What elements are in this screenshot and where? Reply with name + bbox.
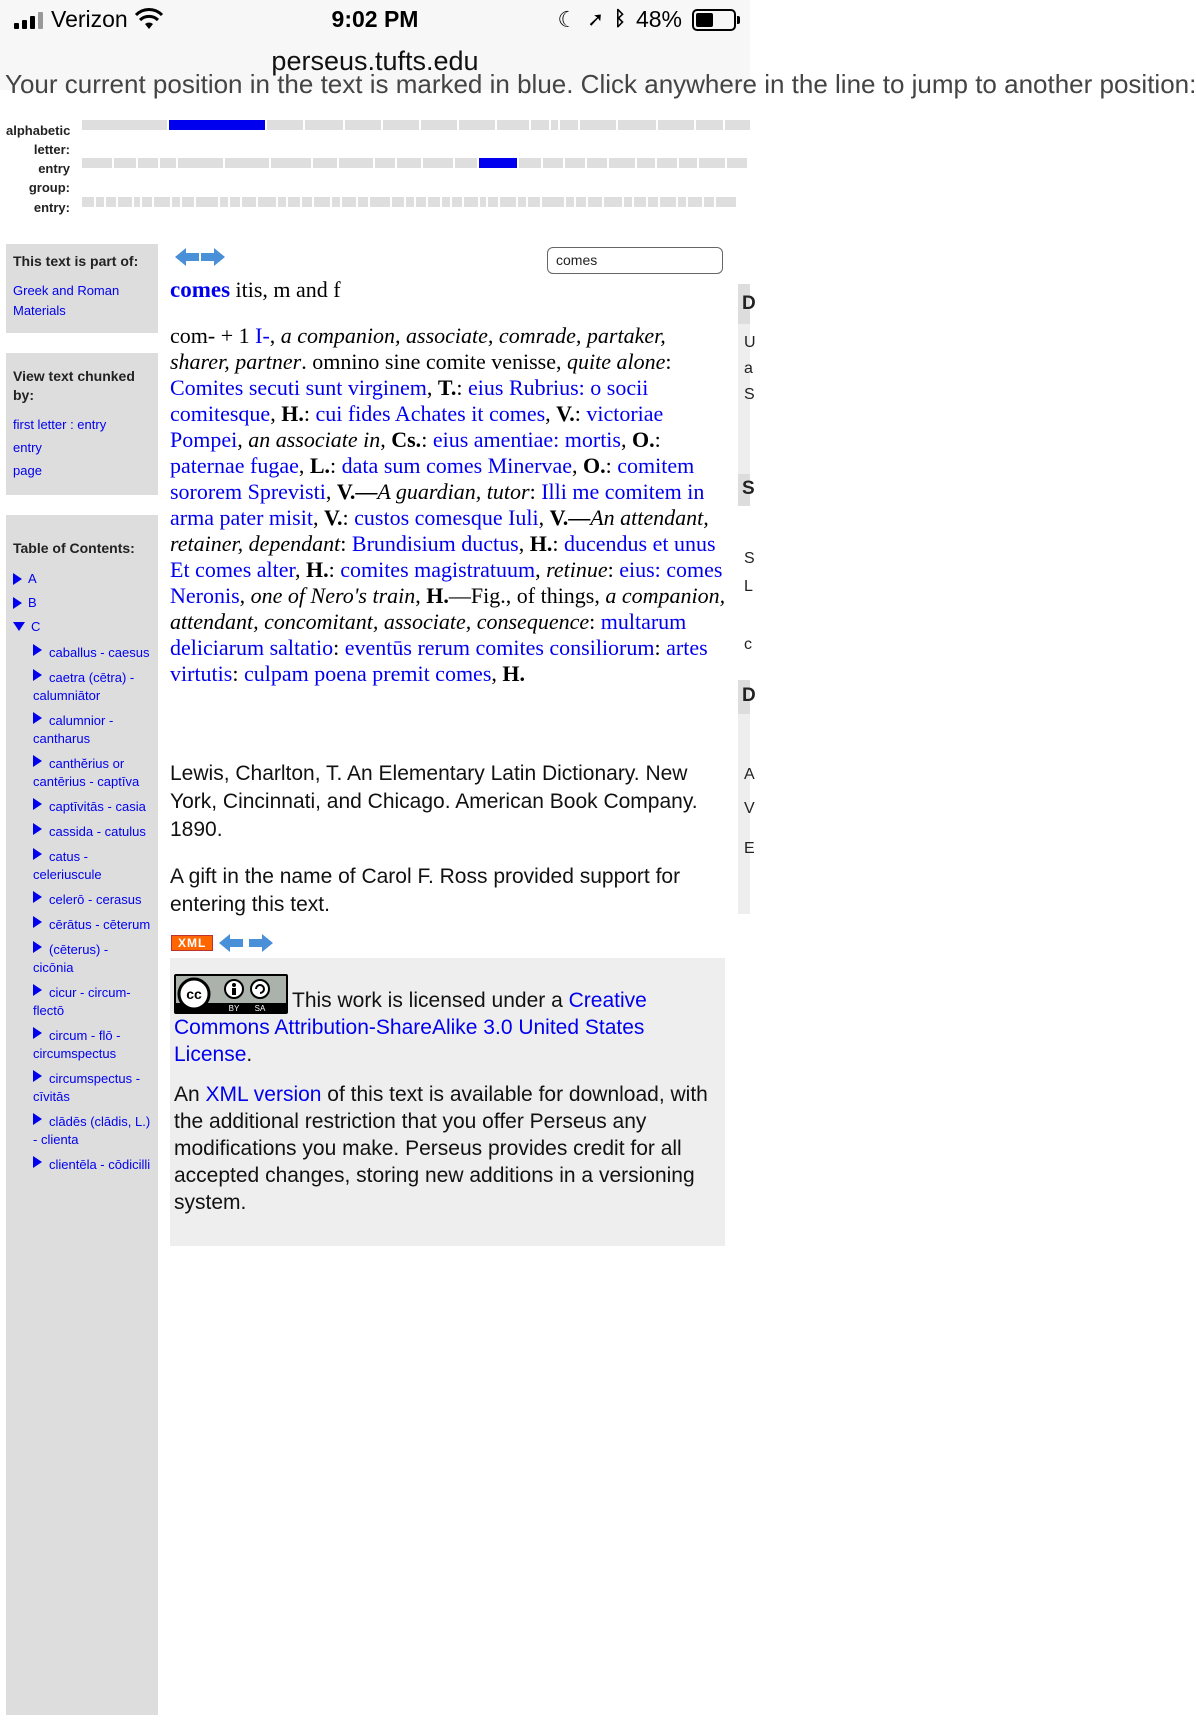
citation-link[interactable]: eius Rubrius: o socii comitesque [170, 375, 649, 426]
position-segment[interactable] [609, 158, 635, 168]
position-segment[interactable] [618, 120, 656, 130]
position-segment[interactable] [696, 120, 723, 130]
license-box [170, 958, 725, 1246]
entry-group-position-bar[interactable] [82, 158, 750, 168]
position-segment[interactable] [383, 120, 419, 130]
toc-item[interactable]: celerō - cerasus [13, 891, 152, 909]
next-entry-icon[interactable] [249, 934, 273, 952]
license-text: cc BY SA This work is licensed under a Creative Commons Attribution-ShareAlike 3.0 United States License. [174, 974, 721, 1068]
cc-by-label: BY [228, 1004, 240, 1013]
position-segment[interactable] [634, 197, 646, 207]
position-segment[interactable] [302, 197, 312, 207]
cc-logo-text: cc [186, 986, 202, 1002]
greek-roman-link[interactable]: Greek and Roman Materials [13, 283, 120, 318]
gift-note: A gift in the name of Carol F. Ross provided support for entering this text. [170, 865, 681, 916]
citation-link[interactable]: comitem sororem Sprevisti [170, 453, 695, 504]
toc-item[interactable]: caballus - caesus [13, 644, 152, 662]
xml-badge[interactable]: XML [171, 935, 213, 951]
toc-item[interactable]: canthĕrius or cantērius - captīva [33, 756, 140, 789]
cc-license-link[interactable]: Creative Commons Attribution-ShareAlike 3.0 United States License [174, 989, 647, 1066]
author-abbrev: L. [309, 453, 331, 478]
expand-icon [33, 984, 42, 996]
position-segment[interactable] [688, 197, 702, 207]
position-segment[interactable] [519, 158, 541, 168]
author-abbrev: O. [582, 453, 606, 478]
citation-link[interactable]: multarum deliciarum saltatio [170, 609, 687, 660]
position-segment[interactable] [313, 158, 337, 168]
location-icon: ➚ [587, 9, 604, 31]
battery-icon [692, 9, 736, 31]
position-segment[interactable] [160, 158, 176, 168]
citation-link[interactable]: culpam poena premit comes [243, 661, 492, 686]
citation-link[interactable]: comites magistratuum [340, 557, 536, 582]
position-segment[interactable] [397, 158, 421, 168]
bluetooth-icon: ᛒ [613, 8, 626, 30]
position-segment[interactable] [442, 197, 450, 207]
position-segment[interactable] [543, 158, 563, 168]
chunk-page[interactable]: page [13, 463, 42, 478]
expand-icon [33, 848, 42, 860]
position-segment[interactable] [134, 197, 140, 207]
next-entry-icon[interactable] [201, 248, 225, 266]
position-segment[interactable] [416, 197, 426, 207]
status-time: 9:02 PM [331, 6, 419, 32]
author-abbrev: H. [529, 531, 553, 556]
position-segment[interactable] [196, 197, 218, 207]
position-segment[interactable] [278, 197, 286, 207]
position-segment[interactable] [345, 120, 381, 130]
position-segment[interactable] [225, 158, 269, 168]
position-segment[interactable] [406, 197, 414, 207]
chunked-box [6, 353, 158, 495]
position-segment[interactable] [242, 197, 256, 207]
status-right [557, 6, 736, 33]
position-segment[interactable] [370, 197, 390, 207]
position-segment[interactable] [82, 120, 167, 130]
toc-item[interactable]: (cēterus) - cicōnia [33, 942, 109, 975]
toc-box [6, 515, 158, 1715]
toc-item[interactable]: clādēs (clādis, L.) - clienta [33, 1114, 151, 1147]
bar-label-letter: alphabetic letter: [6, 123, 71, 157]
citation-link[interactable]: data sum comes Minervae [341, 453, 572, 478]
entry-head: comes itis, m and f [170, 277, 341, 302]
part-of-box [6, 244, 158, 333]
position-segment[interactable] [305, 120, 343, 130]
battery-percent: 48% [635, 6, 682, 32]
position-segment[interactable] [332, 197, 340, 207]
position-segment[interactable] [637, 158, 655, 168]
citation-link[interactable]: Comites secuti sunt virginem [170, 375, 427, 400]
position-instructions: Your current position in the text is marked in blue. Click anywhere in the line to jump to another position: [5, 69, 1196, 99]
position-segment[interactable] [587, 158, 607, 168]
citation-link[interactable]: artes virtutis [170, 635, 708, 686]
position-segment[interactable] [500, 197, 516, 207]
expand-icon [33, 891, 42, 903]
position-segment[interactable] [172, 197, 180, 207]
author-abbrev: H. [281, 401, 304, 426]
position-segment[interactable] [96, 197, 104, 207]
moon-icon: ☾ [557, 6, 578, 32]
position-segment[interactable] [580, 120, 616, 130]
author-abbrev: H. [305, 557, 329, 582]
position-segment[interactable] [392, 197, 404, 207]
position-segment[interactable] [142, 197, 152, 207]
position-segment[interactable] [339, 158, 373, 168]
position-segment[interactable] [480, 197, 486, 207]
author-abbrev: O. [631, 427, 655, 452]
position-segment[interactable] [704, 197, 714, 207]
citation-link[interactable]: Brundisium ductus [351, 531, 519, 556]
position-segment[interactable] [82, 197, 94, 207]
position-segment[interactable] [518, 197, 526, 207]
position-segment[interactable] [114, 158, 136, 168]
position-segment[interactable] [358, 197, 368, 207]
position-segment[interactable] [657, 158, 677, 168]
definition: com- + 1 I-, a companion, associate, comrade, partaker, sharer, partner. omnino sine comite venisse, quite alone: Comites secuti sunt virginem, T.: eius Rubrius: o socii comitesque, H.: cui fides Achates it comes, V.: victoriae Pompei, an associate in, Cs.: eius amentiae: mortis, O.: paternae fugae, L.: data sum comes Minervae, O.: comitem sororem Sprevisti, V.—A guardian, tutor: Illi me comitem in arma pater misit, V.: custos comesque Iuli, V.—An attendant, retainer, dependant: Brundisium ductus, H.: ducendus et unus Et comes alter, H.: comites magistratuum, retinue: eius: comes Neronis, one of Nero's train, H.—Fig., of things, a companion, attendant, concomitant, associate, consequence: multarum deliciarum saltatio: eventūs rerum comites consiliorum: artes virtutis: culpam poena premit comes, H. [170, 323, 726, 686]
toc-item[interactable]: catus - celeriuscule [33, 849, 102, 882]
chunk-first-letter-entry[interactable]: first letter : entry [13, 417, 107, 432]
author-abbrev: V.— [336, 479, 378, 504]
citation-link[interactable]: eius amentiae: mortis [432, 427, 621, 452]
toc-item[interactable]: clientēla - cōdicilli [13, 1156, 152, 1174]
expand-icon [33, 941, 42, 953]
position-segment[interactable] [604, 197, 622, 207]
position-segment[interactable] [314, 197, 330, 207]
position-segment[interactable] [154, 197, 170, 207]
position-segment[interactable] [375, 158, 395, 168]
prev-entry-icon[interactable] [175, 248, 199, 266]
citation: Lewis, Charlton, T. An Elementary Latin Dictionary. New York, Cincinnati, and Chicago. American Book Company. 1890. [170, 762, 698, 841]
author-abbrev: V. [556, 401, 575, 426]
part-of-heading: This text is part of: [13, 253, 139, 269]
citation-link[interactable]: eventūs rerum comites consiliorum [344, 635, 655, 660]
position-segment[interactable] [648, 197, 658, 207]
position-segment[interactable] [464, 197, 478, 207]
expand-icon [33, 644, 42, 656]
position-segment[interactable] [288, 197, 300, 207]
chunk-entry[interactable]: entry [13, 440, 42, 455]
citation-link[interactable]: paternae fugae [170, 453, 299, 478]
position-segment[interactable] [542, 197, 564, 207]
chunked-heading: View text chunked by: [13, 368, 135, 403]
toc-heading: Table of Contents: [13, 540, 135, 556]
right-edge-letter: S [742, 478, 755, 499]
current-position-marker[interactable] [479, 158, 517, 168]
author-abbrev: V.— [549, 505, 591, 530]
toc-letter-b[interactable]: B [13, 594, 152, 612]
current-position-marker[interactable] [169, 120, 264, 130]
status-bar [0, 0, 750, 40]
position-segment[interactable] [230, 197, 240, 207]
position-segment[interactable] [267, 120, 303, 130]
position-segment[interactable] [106, 197, 116, 207]
author-abbrev: H. [426, 583, 449, 608]
position-segment[interactable] [624, 197, 632, 207]
citation-link[interactable]: custos comesque Iuli [354, 505, 539, 530]
expand-icon [33, 669, 42, 681]
position-segment[interactable] [452, 197, 462, 207]
entry-nav [175, 248, 225, 266]
position-segment[interactable] [528, 197, 540, 207]
position-segment[interactable] [455, 158, 477, 168]
expand-icon [13, 597, 22, 609]
author-abbrev: T. [437, 375, 457, 400]
citation-link[interactable]: ducendus et unus Et comes alter [170, 531, 716, 582]
sidebar [6, 244, 158, 1735]
citation-link[interactable]: cui fides Achates it comes [315, 401, 546, 426]
toc-letter-a[interactable]: A [13, 570, 152, 588]
position-segment[interactable] [576, 197, 586, 207]
citation-link[interactable]: eius: comes Neronis [170, 557, 723, 608]
entry-position-bar[interactable] [82, 197, 750, 207]
position-segment[interactable] [178, 158, 223, 168]
cc-sa-label: SA [254, 1004, 266, 1013]
collapse-icon [13, 622, 25, 631]
toc-item[interactable]: captīvitās - casia [13, 798, 152, 816]
position-segment[interactable] [566, 197, 574, 207]
toc-item[interactable]: calumnior - cantharus [33, 713, 114, 746]
position-segment[interactable] [497, 120, 529, 130]
position-segment[interactable] [421, 120, 457, 130]
position-segment[interactable] [271, 158, 311, 168]
position-segment[interactable] [678, 197, 686, 207]
position-segment[interactable] [182, 197, 194, 207]
position-segment[interactable] [138, 158, 158, 168]
position-segment[interactable] [725, 120, 750, 130]
citation-link[interactable]: Illi me comitem in arma pater misit [170, 479, 705, 530]
position-segment[interactable] [423, 158, 453, 168]
toc-c-list [13, 644, 152, 1174]
position-segment[interactable] [342, 197, 356, 207]
position-segment[interactable] [459, 120, 495, 130]
position-segment[interactable] [488, 197, 498, 207]
author-abbrev: H. [502, 661, 526, 686]
toc-letter-c[interactable]: C [13, 618, 152, 636]
expand-icon [13, 573, 22, 585]
expand-icon [33, 1113, 42, 1125]
position-segment[interactable] [428, 197, 440, 207]
letter-position-bar[interactable] [82, 120, 750, 130]
xml-version-link[interactable]: XML version [205, 1083, 322, 1106]
toc-item[interactable]: circumspectus - cīvitās [33, 1071, 141, 1104]
bar-label-entry: entry: [33, 200, 70, 215]
expand-icon [33, 823, 42, 835]
search-input[interactable]: comes [547, 247, 723, 274]
position-segment[interactable] [716, 197, 736, 207]
url-bar[interactable]: perseus.tufts.edu [0, 40, 750, 90]
expand-icon [33, 1156, 42, 1168]
toc-item[interactable]: circum - flō - circumspectus [33, 1028, 121, 1061]
position-segment[interactable] [660, 197, 676, 207]
dictionary-entry [170, 277, 730, 707]
expand-icon [33, 755, 42, 767]
toc-item[interactable]: cērātus - cēterum [13, 916, 152, 934]
xml-version-text: An XML version of this text is available for download, with the additional restriction that you offer Perseus any modifications you make. Perseus provides credit for all accepted changes, storing new additions in a versioning system. [174, 1083, 708, 1214]
toc-item[interactable]: cicur - circum-flectō [33, 985, 131, 1018]
right-edge-letter: D [742, 685, 756, 706]
expand-icon [33, 1027, 42, 1039]
author-abbrev: V. [323, 505, 343, 530]
position-segment[interactable] [220, 197, 228, 207]
bar-label-group: entry group: [28, 161, 70, 195]
toc-item[interactable]: cassida - catulus [13, 823, 152, 841]
toc-item[interactable]: caetra (cētra) - calumniātor [33, 670, 135, 703]
right-edge-letter: D [742, 293, 756, 314]
position-segment[interactable] [258, 197, 276, 207]
expand-icon [33, 1070, 42, 1082]
citation-link[interactable]: victoriae Pompei [170, 401, 664, 452]
position-segment[interactable] [727, 158, 747, 168]
position-segment[interactable] [679, 158, 697, 168]
expand-icon [33, 798, 42, 810]
position-segment[interactable] [588, 197, 602, 207]
position-segment[interactable] [531, 120, 549, 130]
expand-icon [33, 916, 42, 928]
headword[interactable]: comes [170, 277, 231, 302]
position-segment[interactable] [82, 158, 112, 168]
author-abbrev: Cs. [391, 427, 422, 452]
carrier-name: Verizon [51, 6, 128, 32]
expand-icon [33, 712, 42, 724]
position-segment[interactable] [699, 158, 725, 168]
xml-row [171, 934, 273, 952]
position-segment[interactable] [565, 158, 585, 168]
position-segment[interactable] [560, 120, 578, 130]
citation-link[interactable]: I- [255, 323, 270, 348]
position-segment[interactable] [658, 120, 694, 130]
cc-by-sa-badge[interactable] [174, 974, 288, 1014]
position-segment[interactable] [118, 197, 132, 207]
position-segment[interactable] [551, 120, 558, 130]
prev-entry-icon[interactable] [219, 934, 243, 952]
